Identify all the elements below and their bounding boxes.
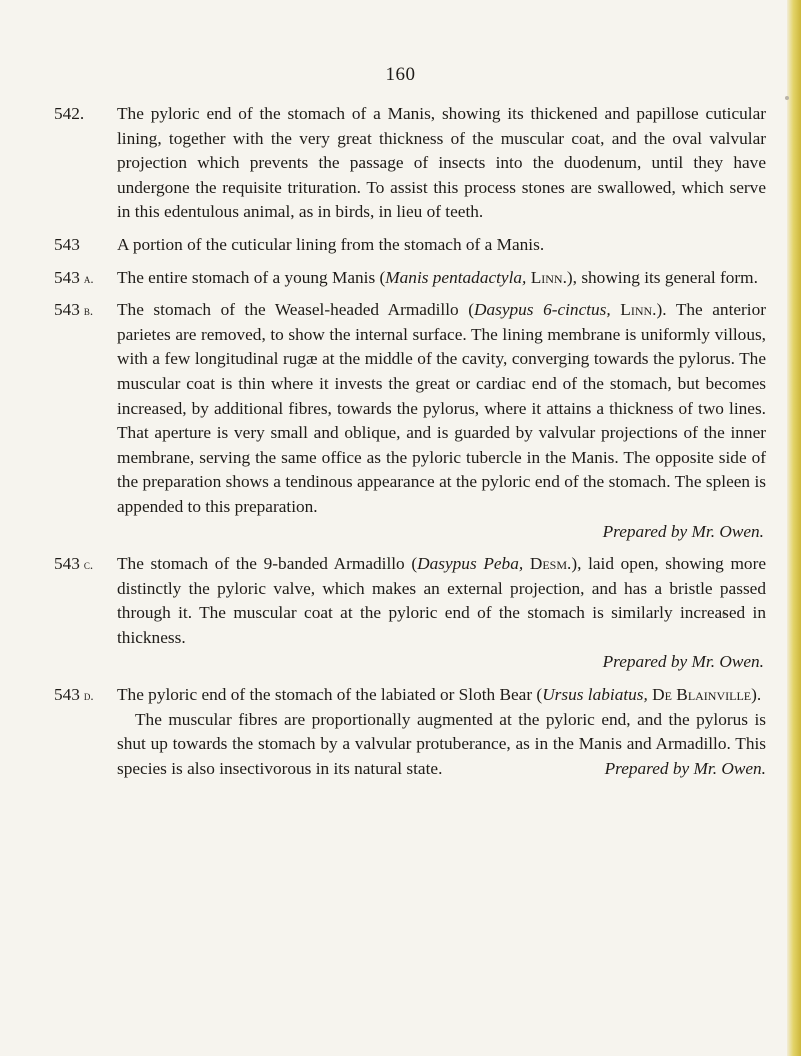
entry-text: The stomach of the 9-banded Armadillo (Dasypus Peba, Desm.), laid open, showing more distinctly the pyloric valve, which makes an external projection, and has a bristle passed through it. The muscular coat at the pyloric end of the stomach is similarly increased in thickness. bbox=[117, 554, 766, 647]
author-name: De Blainville bbox=[652, 685, 752, 705]
entry-543b bbox=[54, 298, 766, 544]
species-name: Ursus labiatus, bbox=[542, 685, 648, 705]
entry-paragraph: The muscular fibres are proportionally augmented at the pyloric end, and the pylorus is shut up towards the stomach by a valvular protuberance, as in the Manis and Armadillo. This species is also insectivorous in its natural state. Prepared by Mr. Owen. bbox=[117, 708, 766, 782]
author-name: Linn. bbox=[620, 300, 657, 320]
entry-number: 543 d. bbox=[54, 685, 94, 705]
species-name: Dasypus 6-cinctus, bbox=[473, 300, 611, 320]
entry-543d bbox=[54, 683, 766, 781]
entry-number: 543 b. bbox=[54, 300, 94, 320]
page-edge-decoration bbox=[787, 0, 801, 1056]
entry-number: 543 a. bbox=[54, 267, 94, 287]
entry-text: The stomach of the Weasel-headed Armadillo (Dasypus 6-cinctus, Linn.). The anterior parietes are removed, to show the internal surface. The lining membrane is uniformly villous, with a few longitudinal rugæ at the middle of the cavity, converging towards the pylorus. The muscular coat is thin where it invests the great or cardiac end of the stomach, but becomes increased, by additional fibres, towards the pylorus, where it attains a thickness of two lines. That aperture is very small and oblique, and is guarded by valvular projections of the inner membrane, serving the same office as the pyloric tubercle in the Manis. The opposite side of the preparation shows a tendinous appearance at the pyloric end of the stomach. The spleen is appended to this preparation. bbox=[117, 300, 766, 516]
entry-543a bbox=[54, 266, 766, 291]
preparer-credit: Prepared by Mr. Owen. bbox=[602, 521, 764, 541]
species-name: Dasypus Peba, bbox=[417, 554, 524, 574]
entry-number: 542. bbox=[54, 104, 85, 123]
entry-text: The entire stomach of a young Manis (Manis pentadactyla, Linn.), showing its general form. bbox=[117, 267, 758, 287]
preparer-credit: Prepared by Mr. Owen. bbox=[602, 652, 764, 672]
catalogue-entries bbox=[54, 102, 766, 789]
author-name: Linn. bbox=[530, 267, 567, 287]
species-name: Manis pentadactyla, bbox=[385, 267, 527, 287]
paper-speck bbox=[785, 96, 789, 100]
entry-543c bbox=[54, 552, 766, 675]
entry-text: The pyloric end of the stomach of a Manis, showing its thickened and papillose cuticular lining, together with the very great thickness of the muscular coat, and the oval valvular projection which prevents the passage of insects into the duodenum, until they have undergone the requisite trituration. To assist this process stones are swallowed, which serve in this edentulous animal, as in birds, in lieu of teeth. bbox=[117, 104, 766, 222]
entry-text: A portion of the cuticular lining from the stomach of a Manis. bbox=[117, 234, 545, 254]
author-name: Desm. bbox=[529, 554, 572, 574]
entry-text: The pyloric end of the stomach of the labiated or Sloth Bear (Ursus labiatus, De Blainville). bbox=[117, 685, 762, 705]
entry-542 bbox=[54, 102, 766, 225]
preparer-credit: Prepared by Mr. Owen. bbox=[604, 758, 766, 778]
entry-543 bbox=[54, 233, 766, 258]
page-number: 160 bbox=[385, 64, 416, 85]
entry-number: 543 bbox=[54, 234, 80, 254]
entry-number: 543 c. bbox=[54, 554, 94, 574]
